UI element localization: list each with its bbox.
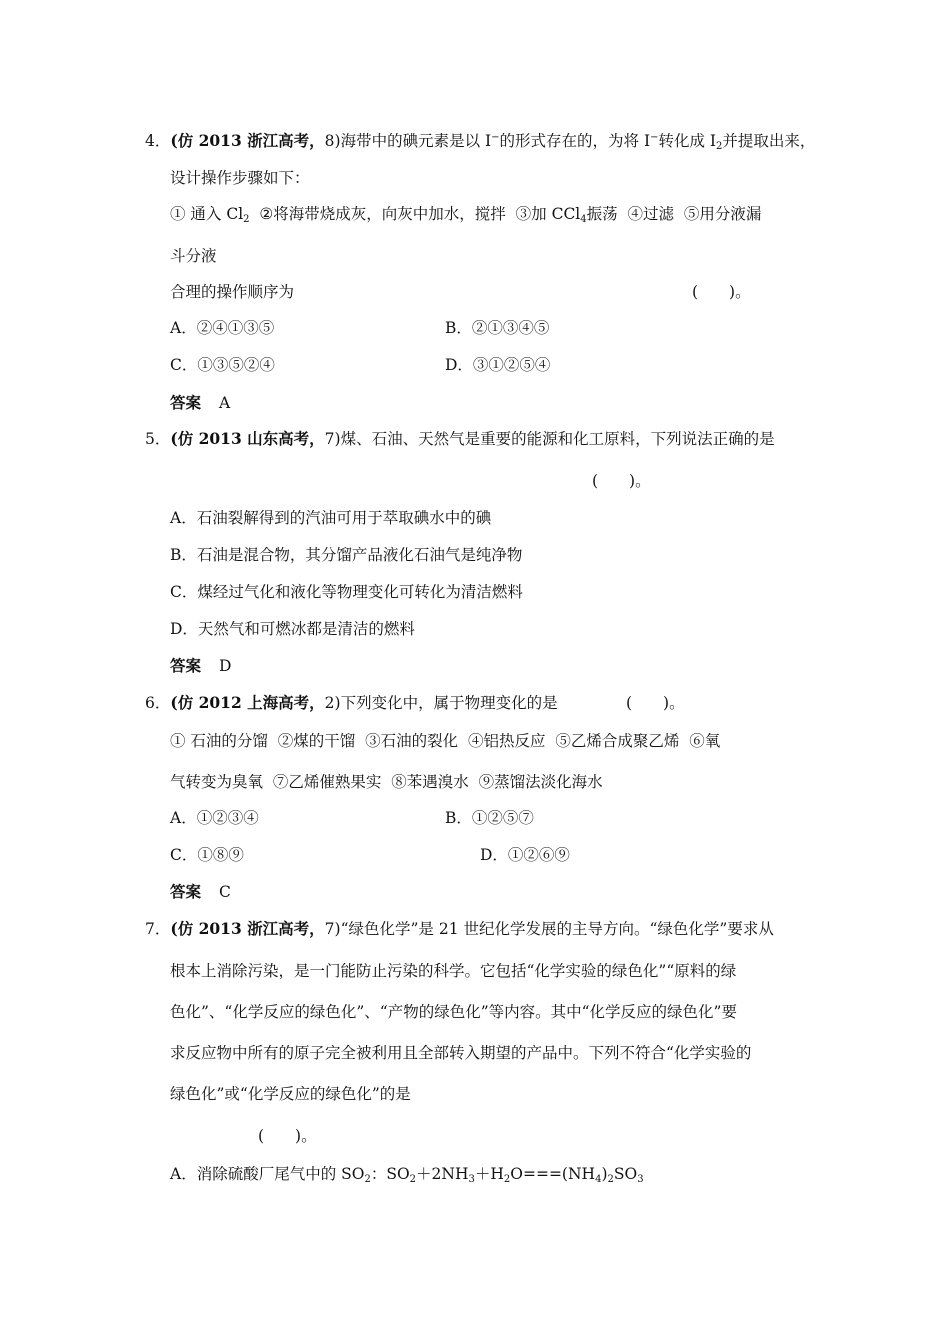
- q4-prompt: 合理的操作顺序为: [170, 283, 295, 301]
- q6-items-line2: 气转变为臭氧 ⑦乙烯催熟果实 ⑧苯遇溴水 ⑨蒸馏法淡化海水: [170, 773, 603, 791]
- q7-line5: 绿色化”或“化学反应的绿色化”的是: [170, 1085, 411, 1103]
- q4-source: (仿 2013 浙江高考，: [170, 131, 325, 150]
- q5-answer-label: 答案: [170, 656, 202, 675]
- q5-answer: [170, 656, 231, 676]
- q6-answer: [170, 882, 231, 902]
- q5-option-a: A．石油裂解得到的汽油可用于萃取碘水中的碘: [170, 509, 492, 527]
- q4-steps: ① 通入 $Cl_2$ ②将海带烧成灰，向灰中加水，搅拌 ③加 CCl$_4$振荡 ④过滤 ⑤用分液漏: [170, 205, 762, 225]
- q4-option-a: A．②④①③⑤: [170, 319, 275, 337]
- q6-answer-value: C: [219, 883, 231, 901]
- q5-option-c: C．煤经过气化和液化等物理变化可转化为清洁燃料: [170, 583, 523, 601]
- q7-source: (仿 2013 浙江高考，: [170, 919, 325, 938]
- q4-answer-bracket: ( )。: [692, 283, 751, 301]
- q6-option-c: C．①⑧⑨: [170, 846, 244, 864]
- q6-index: 2): [324, 694, 341, 712]
- q7-number: 7．: [145, 920, 171, 938]
- q4-option-b: B．②①③④⑤: [445, 319, 550, 337]
- q4-answer-value: A: [219, 394, 231, 412]
- q6-source: (仿 2012 上海高考，: [170, 693, 325, 712]
- q4-option-d: D．③①②⑤④: [445, 356, 551, 374]
- q6-option-a: A．①②③④: [170, 809, 259, 827]
- q4-line4: 斗分液: [170, 247, 217, 265]
- q7-answer-bracket: ( )。: [258, 1127, 317, 1145]
- q4-answer-label: 答案: [170, 393, 202, 412]
- q4-option-c: C．①③⑤②④: [170, 356, 275, 374]
- q4-stem: 4．(仿 2013 浙江高考，8)海带中的碘元素是以 I−的形式存在的，为将 I−转化成 $I_2$并提取出来，: [145, 131, 816, 152]
- q4-line2: 设计操作步骤如下：: [170, 169, 310, 187]
- q6-stem: 6．(仿 2012 上海高考，2)下列变化中，属于物理变化的是: [145, 693, 558, 712]
- q7-line3: 色化”、“化学反应的绿色化”、“产物的绿色化”等内容。其中“化学反应的绿色化”要: [170, 1003, 737, 1021]
- q6-number: 6．: [145, 694, 171, 712]
- q7-option-a: A．消除硫酸厂尾气中的 $SO_2$：$SO_2+2NH_3+H_2O===(NH_4)_2SO_3$: [170, 1165, 644, 1185]
- q5-answer-bracket: ( )。: [592, 472, 651, 490]
- q5-option-b: B．石油是混合物，其分馏产品液化石油气是纯净物: [170, 546, 523, 564]
- q6-option-b: B．①②⑤⑦: [445, 809, 534, 827]
- q5-answer-value: D: [219, 657, 232, 675]
- q7-line4: 求反应物中所有的原子完全被利用且全部转入期望的产品中。下列不符合“化学实验的: [170, 1044, 752, 1062]
- q5-source: (仿 2013 山东高考，: [170, 429, 325, 448]
- q5-option-d: D．天然气和可燃冰都是清洁的燃料: [170, 620, 415, 638]
- q4-number: 4．: [145, 132, 171, 150]
- q4-index: 8): [324, 132, 341, 150]
- q7-line2: 根本上消除污染，是一门能防止污染的科学。它包括“化学实验的绿色化”“原料的绿: [170, 962, 737, 980]
- q5-index: 7): [324, 430, 341, 448]
- q5-stem: 5．(仿 2013 山东高考，7)煤、石油、天然气是重要的能源和化工原料，下列说法正确的是: [145, 429, 775, 448]
- q6-answer-label: 答案: [170, 882, 202, 901]
- q7-index: 7): [324, 920, 341, 938]
- q6-items-line1: ① 石油的分馏 ②煤的干馏 ③石油的裂化 ④铝热反应 ⑤乙烯合成聚乙烯 ⑥氧: [170, 732, 721, 750]
- q6-option-d: D．①②⑥⑨: [480, 846, 570, 864]
- q6-answer-bracket: ( )。: [626, 694, 685, 712]
- q5-number: 5．: [145, 430, 171, 448]
- q4-answer: [170, 393, 230, 413]
- q7-stem: 7．(仿 2013 浙江高考，7)“绿色化学”是 21 世纪化学发展的主导方向。“绿色化学”要求从: [145, 919, 774, 938]
